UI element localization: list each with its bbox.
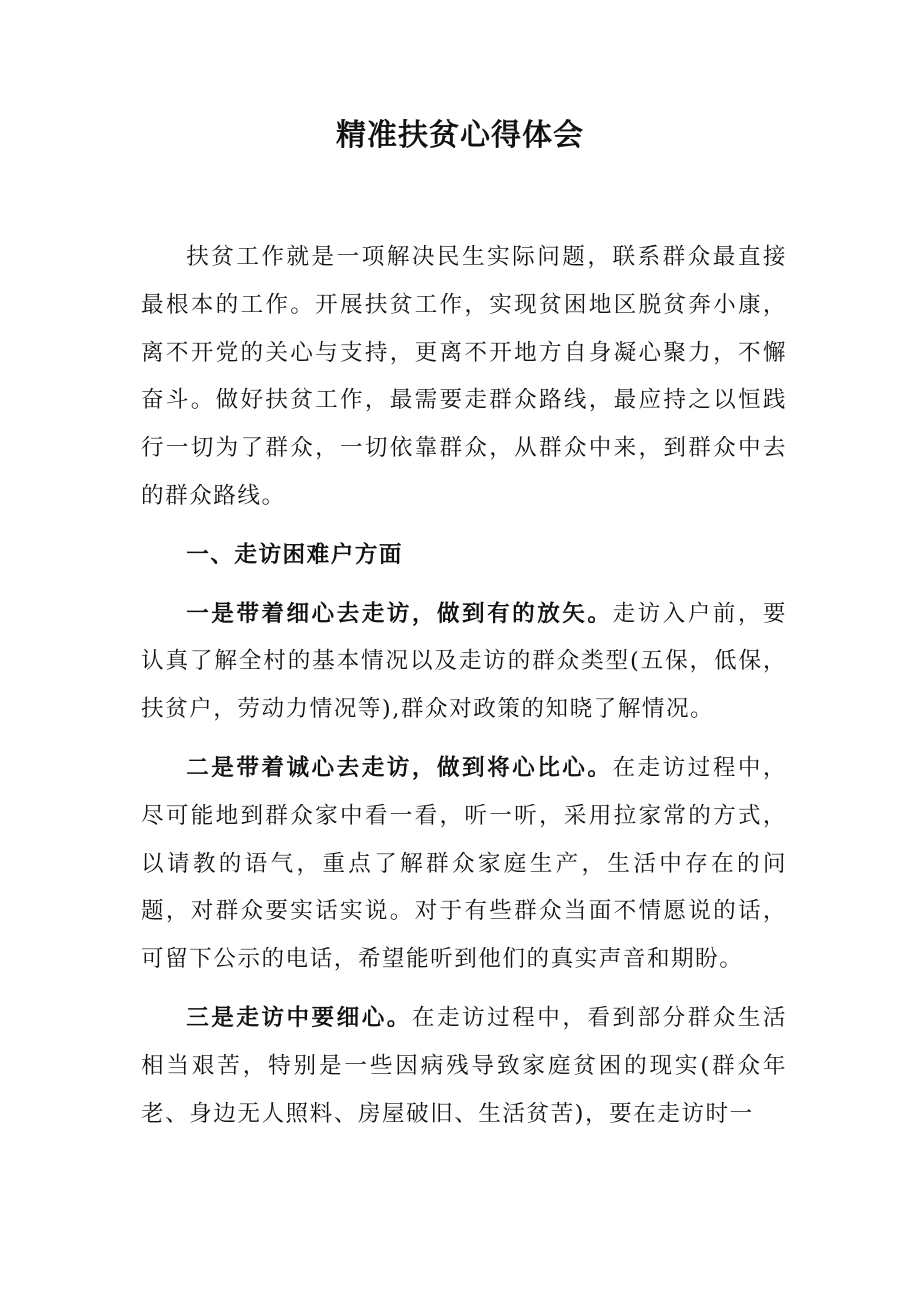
point-lead-1: 一是带着细心去走访，做到有的放矢。 xyxy=(186,600,613,627)
point-text-3: 在走访过程中，看到部分群众生活相当艰苦，特别是一些因病残导致家庭贫困的现实(群众年老、身边无人照料、房屋破旧、生活贫苦)，要在走访时一 xyxy=(141,1004,788,1127)
document-body xyxy=(141,234,787,1149)
point-paragraph-1 xyxy=(141,591,787,734)
intro-paragraph: 扶贫工作就是一项解决民生实际问题，联系群众最直接最根本的工作。开展扶贫工作，实现贫困地区脱贫奔小康，离不开党的关心与支持，更离不开地方自身凝心聚力，不懈奋斗。做好扶贫工作，最需要走群众路线，最应持之以恒践行一切为了群众，一切依靠群众，从群众中来，到群众中去的群众路线。 xyxy=(141,244,787,509)
point-text-1: 走访入户前，要认真了解全村的基本情况以及走访的群众类型(五保，低保，扶贫户，劳动力情况等),群众对政策的知晓了解情况。 xyxy=(141,600,788,723)
point-text-2: 在走访过程中，尽可能地到群众家中看一看，听一听，采用拉家常的方式，以请教的语气，重点了解群众家庭生产，生活中存在的问题，对群众要实话实说。对于有些群众当面不情愿说的话，可留下公示的电话，希望能听到他们的真实声音和期盼。 xyxy=(141,754,788,973)
point-lead-2: 二是带着诚心去走访，做到将心比心。 xyxy=(186,754,613,781)
section-heading: 一、走访困难户方面 xyxy=(186,541,404,568)
point-lead-3: 三是走访中要细心。 xyxy=(186,1004,412,1031)
point-paragraph-2 xyxy=(141,745,787,984)
document-title: 精准扶贫心得体会 xyxy=(336,118,584,153)
point-paragraph-3 xyxy=(141,995,787,1138)
